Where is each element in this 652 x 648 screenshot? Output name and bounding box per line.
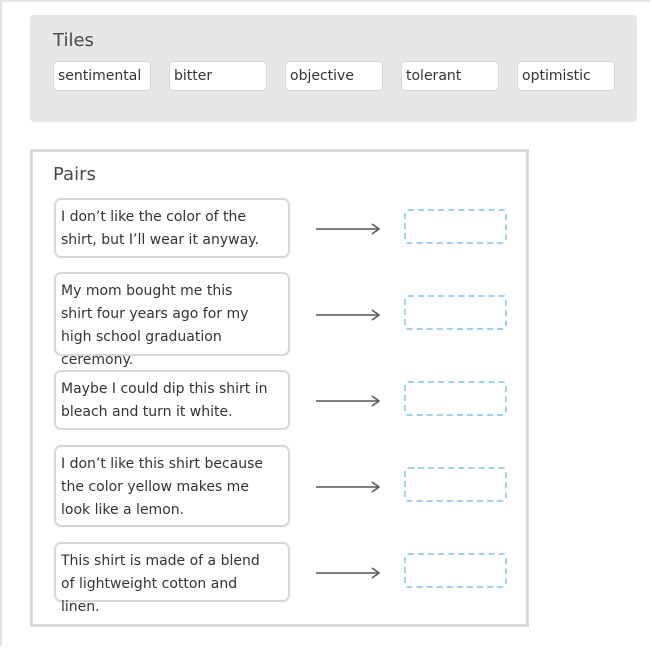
pair-dropzone-4[interactable] xyxy=(404,467,507,502)
tile-sentimental[interactable]: sentimental xyxy=(53,61,151,91)
tiles-panel xyxy=(30,15,637,122)
pairs-title: Pairs xyxy=(53,164,96,185)
tile-objective[interactable]: objective xyxy=(285,61,383,91)
pair-dropzone-5[interactable] xyxy=(404,553,507,588)
pair-prompt-5: This shirt is made of a blend of lightweight cotton and linen. xyxy=(54,542,290,602)
tile-bitter[interactable]: bitter xyxy=(169,61,267,91)
pairs-panel xyxy=(30,149,529,627)
pair-prompt-4: I don’t like this shirt because the color yellow makes me look like a lemon. xyxy=(54,445,290,527)
tiles-title: Tiles xyxy=(53,30,94,51)
pair-prompt-3: Maybe I could dip this shirt in bleach and turn it white. xyxy=(54,370,290,430)
tile-optimistic[interactable]: optimistic xyxy=(517,61,615,91)
pair-prompt-1: I don’t like the color of the shirt, but I’ll wear it anyway. xyxy=(54,198,290,258)
tile-tolerant[interactable]: tolerant xyxy=(401,61,499,91)
pair-dropzone-3[interactable] xyxy=(404,381,507,416)
arrow-right-icon xyxy=(315,309,381,321)
pair-dropzone-2[interactable] xyxy=(404,295,507,330)
arrow-right-icon xyxy=(315,223,381,235)
arrow-right-icon xyxy=(315,395,381,407)
pair-prompt-2: My mom bought me this shirt four years ago for my high school graduation ceremony. xyxy=(54,272,290,356)
arrow-right-icon xyxy=(315,481,381,493)
pair-dropzone-1[interactable] xyxy=(404,209,507,244)
arrow-right-icon xyxy=(315,567,381,579)
